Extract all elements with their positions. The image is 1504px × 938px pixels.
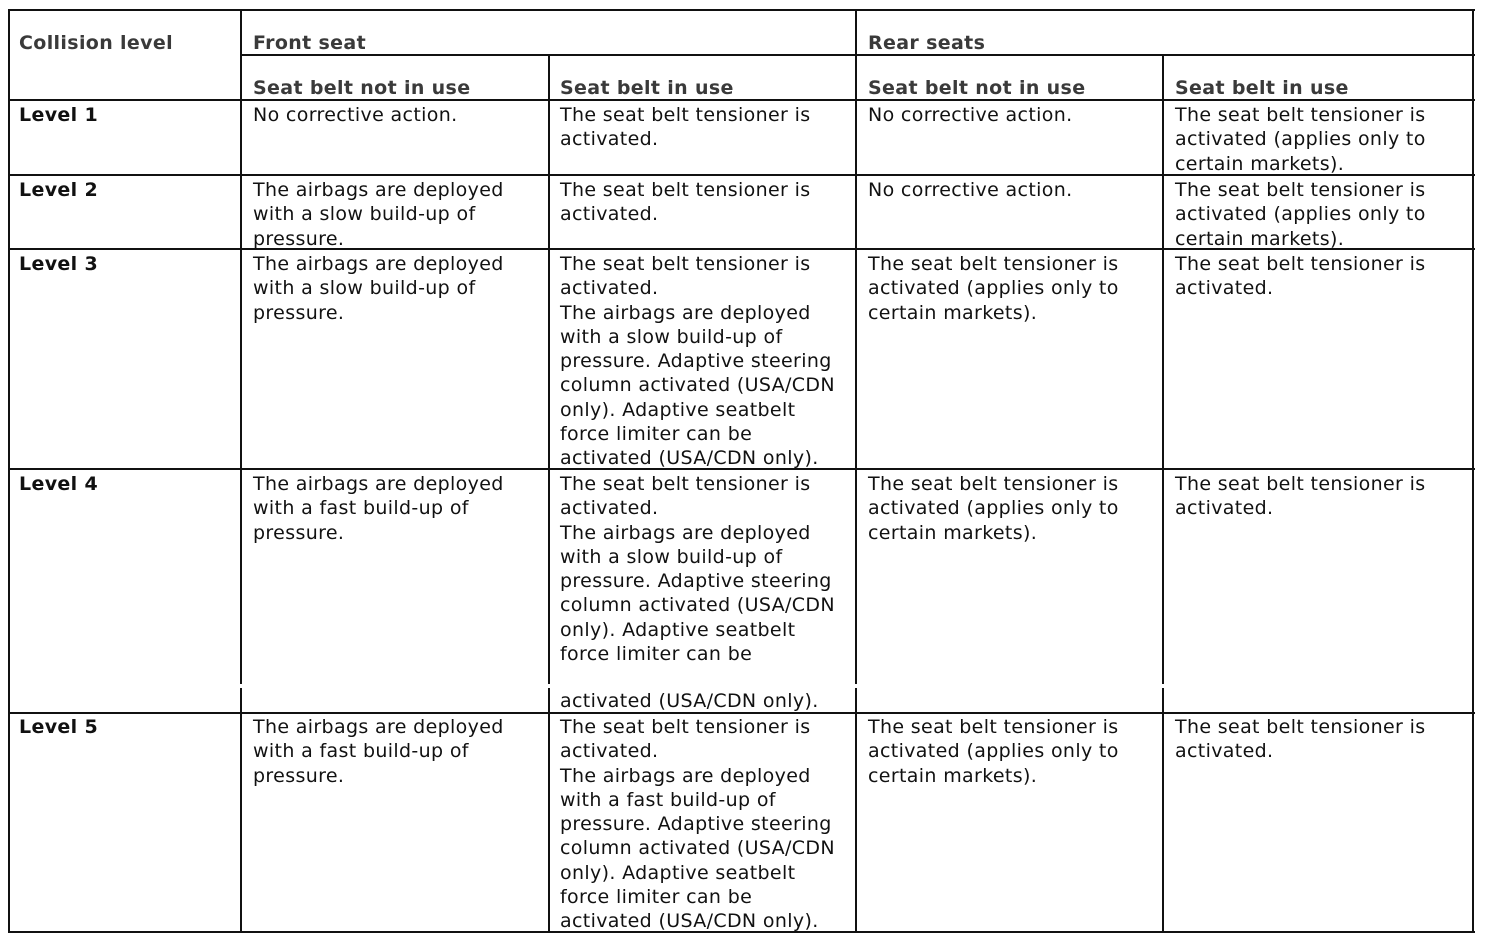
cell-rear-belt-not-in-use: No corrective action. (868, 179, 1073, 201)
column-divider (548, 54, 550, 684)
row-level-label: Level 4 (19, 473, 99, 495)
row-level-label: Level 1 (19, 104, 99, 126)
cell-rear-belt-in-use: The seat belt tensioner is activated. (1175, 253, 1426, 300)
column-divider (855, 688, 857, 933)
table-border-right (1472, 9, 1474, 933)
cell-rear-belt-not-in-use: The seat belt tensioner is activated (applies only to certain markets). (868, 716, 1119, 787)
cell-front-belt-not-in-use: The airbags are deployed with a fast build-up of pressure. (253, 716, 504, 787)
row-level-label: Level 2 (19, 179, 99, 201)
column-divider (1162, 688, 1164, 933)
row-level-label: Level 3 (19, 253, 99, 275)
column-divider (240, 688, 242, 933)
column-divider (240, 9, 242, 684)
cell-front-belt-not-in-use: The airbags are deployed with a fast build-up of pressure. (253, 473, 504, 544)
cell-front-belt-in-use: The seat belt tensioner is activated. (560, 179, 811, 226)
cell-rear-belt-not-in-use: No corrective action. (868, 104, 1073, 126)
cell-rear-belt-in-use: The seat belt tensioner is activated. (1175, 473, 1426, 520)
cell-rear-belt-in-use: The seat belt tensioner is activated. (1175, 716, 1426, 763)
cell-rear-belt-in-use: The seat belt tensioner is activated (applies only to certain markets). (1175, 179, 1426, 250)
cell-front-belt-not-in-use: The airbags are deployed with a slow build-up of pressure. (253, 179, 504, 250)
header-divider (241, 54, 1475, 56)
row-level-label: Level 5 (19, 716, 99, 738)
cell-rear-belt-not-in-use: The seat belt tensioner is activated (applies only to certain markets). (868, 473, 1119, 544)
cell-front-belt-in-use: The seat belt tensioner is activated. The airbags are deployed with a fast build-up of pressure. Adaptive steering column activated (USA/CDN only). Adaptive seatbelt force limiter can be activated (USA/CDN only). (560, 716, 835, 933)
header-collision-level: Collision level (19, 32, 173, 54)
header-rear-seats: Rear seats (868, 32, 986, 54)
cell-front-belt-in-use: The seat belt tensioner is activated. (560, 104, 811, 151)
cell-front-belt-in-use: The seat belt tensioner is activated. The airbags are deployed with a slow build-up of pressure. Adaptive steering column activated (USA/CDN only). Adaptive seatbelt force limiter can be (560, 473, 835, 666)
header-rear-belt-in-use: Seat belt in use (1175, 77, 1349, 99)
cell-front-belt-not-in-use: The airbags are deployed with a slow build-up of pressure. (253, 253, 504, 324)
column-divider (548, 688, 550, 933)
table-border-top (8, 9, 1475, 11)
cell-front-belt-in-use-continued: activated (USA/CDN only). (560, 690, 819, 712)
column-divider (1162, 54, 1164, 684)
cell-front-belt-not-in-use: No corrective action. (253, 104, 458, 126)
header-front-seat: Front seat (253, 32, 367, 54)
column-divider (855, 9, 857, 684)
table-border-left (8, 9, 10, 933)
cell-front-belt-in-use: The seat belt tensioner is activated. The airbags are deployed with a slow build-up of pressure. Adaptive steering column activated (USA/CDN only). Adaptive seatbelt force limiter can be activated (USA/CDN only). (560, 253, 835, 470)
cell-rear-belt-in-use: The seat belt tensioner is activated (applies only to certain markets). (1175, 104, 1426, 175)
cell-rear-belt-not-in-use: The seat belt tensioner is activated (applies only to certain markets). (868, 253, 1119, 324)
header-front-belt-not-in-use: Seat belt not in use (253, 77, 471, 99)
header-front-belt-in-use: Seat belt in use (560, 77, 734, 99)
header-rear-belt-not-in-use: Seat belt not in use (868, 77, 1086, 99)
